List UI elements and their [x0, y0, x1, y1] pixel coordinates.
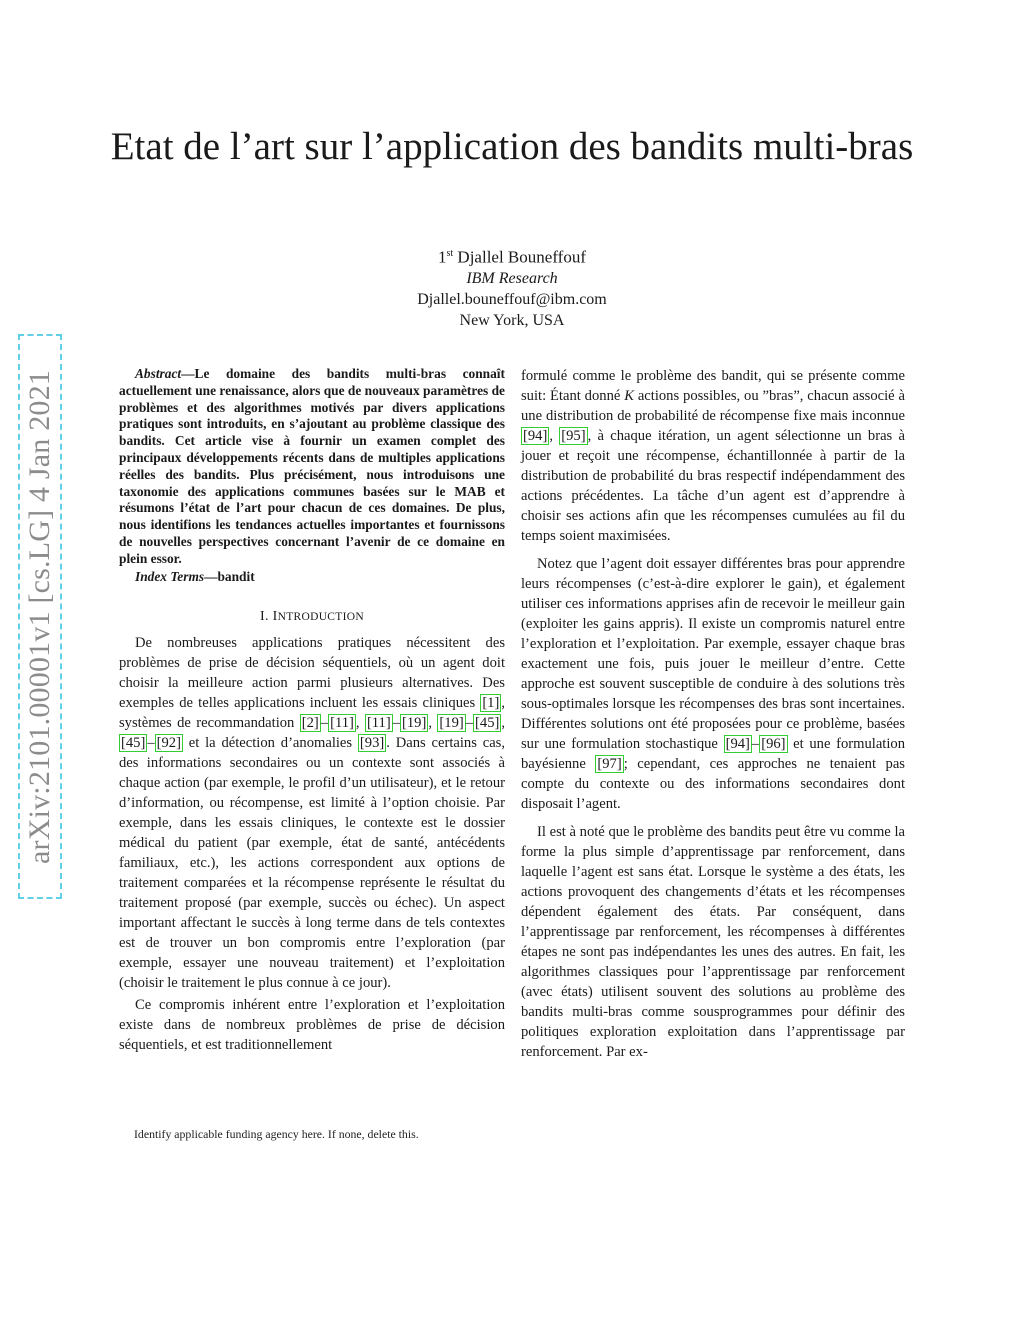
citation-link[interactable]: [95]: [561, 428, 586, 444]
citation-link[interactable]: [94]: [725, 736, 750, 752]
text-run: ,: [549, 428, 560, 444]
section-heading-introduction: [119, 607, 505, 627]
text-run: ,: [355, 715, 365, 732]
citation-link[interactable]: [45]: [121, 735, 146, 752]
footnote: Identify applicable funding agency here. If none, delete this.: [134, 1127, 419, 1141]
text-run: formulé comme le problème des bandit, qui se présente comme suit: Étant donné: [521, 368, 905, 404]
arxiv-stamp[interactable]: [18, 334, 62, 899]
author-location: New York, USA: [459, 311, 565, 329]
right-paragraph-3: Il est à noté que le problème des bandits peut être vu comme la forme la plus simple d’apprentissage par renforcement, dans laquelle l’agent est sans état. Lorsque le système a des états, les actions provoquent des changements d’états et les récompenses dépendent également des états. Par conséquent, dans l’apprentissage par renforcement, les récompenses à différentes étapes ne sont pas indépendantes les unes des autres. En fait, les algorithmes classiques pour l’apprentissage par renforcement (avec états) utilisent souvent des solutions au problème des bandits multi-bras comme sousprogrammes pour définir des politiques exploration exploitation dans l’apprentissage par renforcement. Par ex-: [521, 824, 905, 1060]
section-initial: I: [272, 609, 278, 625]
abstract: [119, 366, 505, 568]
text-run: De nombreuses applications pratiques nécessitent des problèmes de prise de décision séquentiels, où un agent doit choisir la meilleure action parmi plusieurs alternatives. Des exemples de telles applications incluent les essais cliniques: [119, 635, 505, 712]
section-number: I.: [260, 609, 269, 625]
text-run: –: [320, 715, 329, 732]
citation-link[interactable]: [2]: [301, 715, 319, 732]
citation-link[interactable]: [45]: [475, 715, 500, 732]
section-title-rest: NTRODUCTION: [277, 611, 364, 624]
text-run: , à chaque itération, un agent sélectionne un bras à jouer et reçoit une récompense, échantillonnée à partir de la distribution de probabilité du bras respectif indépendamment des actions précédentes. La tâche d’un agent est d’apprendre à choisir ses actions afin que les récompenses cumulées au fil du temps soient maximisées.: [521, 428, 905, 544]
author-rank: 1: [438, 247, 447, 267]
paper-title: Etat de l’art sur l’application des bandits multi-bras: [110, 125, 914, 168]
index-terms-label: Index Terms: [135, 568, 205, 584]
text-run: , systèmes de recommandation: [119, 695, 505, 732]
citation-link[interactable]: [94]: [523, 428, 548, 444]
arxiv-stamp-text: arXiv:2101.00001v1 [cs.LG] 4 Jan 2021: [23, 369, 56, 864]
abstract-label: Abstract: [135, 366, 182, 381]
text-run: Notez que l’agent doit essayer différentes bras pour apprendre leurs récompenses (c’est-à-dire explorer le gain), et également utiliser ces informations apprises afin de recevoir le meilleur gain (exploiter les gains appris). Il existe un compromis naturel entre l’exploration et l’exploitation. Par exemple, essayer chaque bras exactement une fois, puis jouer le meilleur d’entre. Cette approche est souvent susceptible de conduire à des solutions très sous-optimales lorsque les récompenses des bras sont incertaines. Différentes solutions ont été proposées pour ce problème, basées sur une formulation stochastique: [521, 556, 905, 752]
citation-link[interactable]: [19]: [439, 715, 464, 732]
author-affiliation: IBM Research: [466, 269, 558, 287]
left-column: [119, 366, 505, 1055]
citation-link[interactable]: [19]: [402, 715, 427, 732]
author-email[interactable]: Djallel.bouneffouf@ibm.com: [417, 290, 607, 308]
right-column: [521, 366, 905, 1062]
right-paragraph-1: [521, 366, 905, 546]
author-block: [262, 243, 762, 331]
citation-link[interactable]: [11]: [330, 715, 354, 732]
text-run: ,: [501, 715, 506, 732]
text-run: –: [392, 715, 401, 732]
text-run: . Dans certains cas, des informations secondaires ou un contexte sont associés à chaque action (par exemple, le profil d’un utilisateur), et le retour d’information, ou récompense, est limité à l’option choisie. Par exemple, dans les essais cliniques, le contexte est le dossier médical du patient (par exemple, état de santé, antécédents familiaux, etc.), les actions correspondent aux options de traitement comparées et la récompense représente le résultat du traitement proposé (par exemple, succès ou échec). Un aspect important affectant le succès à long terme dans de tels contextes est de trouver un bon compromis entre l’exploration (par exemple, essayer une nouveau traitement) et l’exploitation (choisir le traitement le plus connue à ce jour).: [119, 735, 506, 992]
text-run: ; cependant, ces approches ne tenaient pas compte du contexte ou des informations secondaires dont disposait l’agent.: [521, 756, 905, 812]
author-name-line: [262, 243, 762, 268]
author-rank-sup: st: [446, 248, 454, 259]
author-name: Djallel Bouneffouf: [457, 247, 586, 267]
intro-paragraph-2: Ce compromis inhérent entre l’exploration et l’exploitation existe dans de nombreux problèmes de prise de décision séquentiels, et est traditionnellement: [119, 997, 505, 1054]
text-run: ,: [428, 715, 438, 732]
math-k: K: [624, 388, 634, 404]
index-terms: [119, 569, 505, 586]
citation-link[interactable]: [93]: [359, 735, 385, 752]
citation-link[interactable]: [1]: [482, 695, 500, 712]
citation-link[interactable]: [97]: [597, 756, 622, 772]
text-run: actions possibles, ou ”bras”, chacun associé à une distribution de probabilité de récompense fixe mais inconnue: [521, 388, 905, 424]
right-paragraph-2: [521, 554, 905, 814]
index-terms-text: —bandit: [204, 568, 255, 584]
text-run: –: [465, 715, 474, 732]
text-run: et une formulation bayésienne: [521, 736, 905, 772]
citation-link[interactable]: [11]: [366, 715, 391, 732]
citation-link[interactable]: [92]: [156, 735, 181, 752]
citation-link[interactable]: [96]: [761, 736, 786, 752]
abstract-text: —Le domaine des bandits multi-bras connaît actuellement une renaissance, alors que de nouveaux paramètres de problèmes et des algorithmes motivés par divers applications pratiques sont introduits, en s’ajoutant au problème classique des bandits. Cet article vise à fournir un examen complet des principaux développements récents dans de multiples applications réelles des bandits. Plus précisément, nous introduisons une taxonomie des applications communes basées sur le MAB et résumons l’état de l’art pour chacun de ces domaines. De plus, nous identifions les tendances actuelles importantes et fournissons de nouvelles perspectives concernant l’avenir de ce domaine en plein essor.: [119, 366, 505, 566]
text-run: –: [751, 736, 760, 752]
intro-paragraph-1: [119, 633, 505, 993]
text-run: et la détection d’anomalies: [182, 735, 358, 752]
text-run: –: [147, 735, 155, 752]
